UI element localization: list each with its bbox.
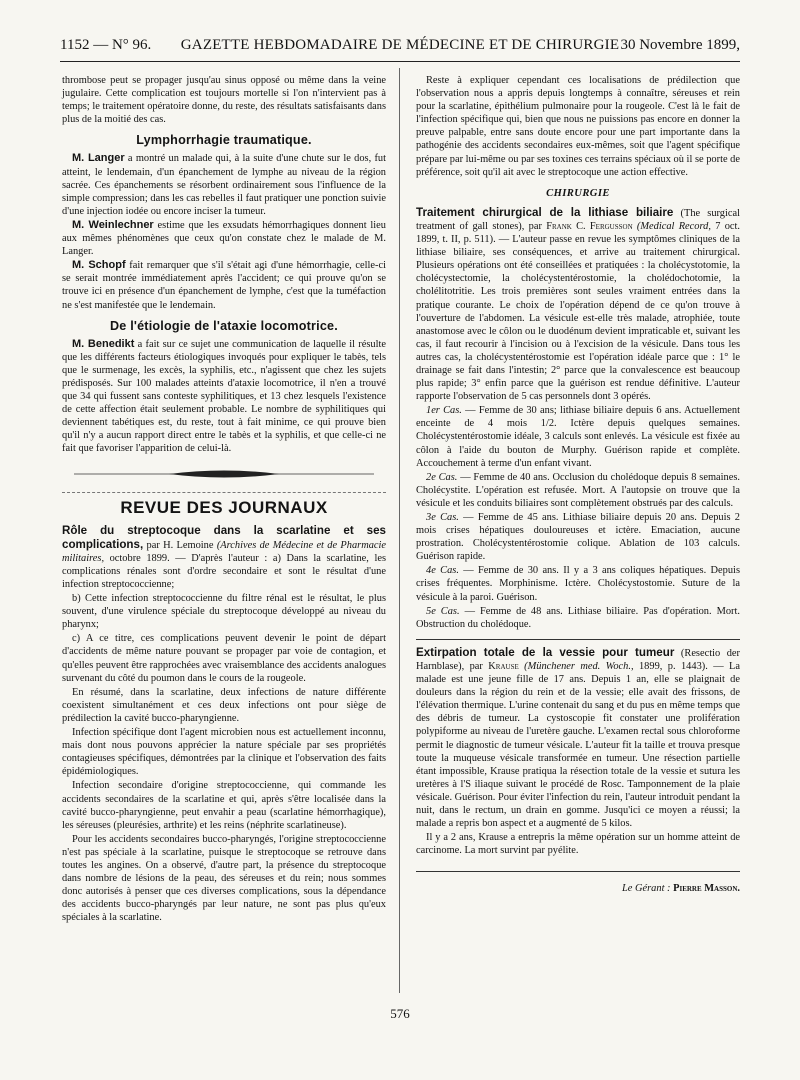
paragraph-langer: M. Langer a montré un malade qui, à la suite d'une chute sur le dos, fut atteint, le lendemain, d'un épanchement de lymphe au niveau de la région sacrée. Ces épanchements se résorbent ordinairement sous l'influence de la simple compression; dans les cas rebelles il faut pratiquer une ponction suivie d'une injection iodée ou encore inciser la tumeur. [62, 152, 386, 217]
ornamental-divider [74, 468, 374, 480]
paragraph-pour: Pour les accidents secondaires bucco-pharyngés, l'origine streptococcienne n'est pas spéciale à la scarlatine, puisque le streptocoque se retrouve dans toutes les angines. On a observé, d'autre part, la présence du streptocoque dans nombre de lésions de la peau, des séreuses et du rein; nous sommes donc autorisés à penser que ces diverses complications, sous la dépendance des accidents bucco-pharyngés par leur nature, ne sont pas plus qu'eux spéciales à la scarlatine. [62, 833, 386, 924]
section-title-chirurgie: CHIRURGIE [546, 187, 610, 199]
paragraph-reste: Reste à expliquer cependant ces localisations de prédilection que l'observation nous a appris depuis longtemps à connaître, séreuses et rein pour la scarlatine, épithélium pulmonaire pour la rougeole. C'est là le fait de l'infection spécifique qui, bien que nous ne puissions pas encore en donner la preuve palpable, entre sans doute encore pour une part importante dans la pathogénie des accidents secondaires eux-mêmes, soit que l'agent spécifique prépare par lui-même ou par ses toxines ces terrains spéciaux où il se porte de préférence, soit qu'il ait avec le streptocoque une action effective. [416, 75, 740, 178]
section-rule [416, 639, 740, 640]
paragraph-thrombose: thrombose peut se propager jusqu'au sinus opposé ou même dans la veine jugulaire. Cette complication est toujours mortelle si l'on n'intervient pas à temps; le traitement opératoire donne, du reste, des résultats satisfaisants dans plus de la moitié des cas. [62, 75, 386, 126]
paragraph-cas-4: 4e Cas. — Femme de 30 ans. Il y a 3 ans coliques hépatiques. Depuis crises fréquentes. Morphinisme. Ictère. Cholécystostomie. Suture de la vésicule à la paroi. Guérison. [416, 565, 740, 603]
paragraph-cas-2: 2e Cas. — Femme de 40 ans. Occlusion du cholédoque depuis 8 semaines. Cholécystite. L'opération est refusée. Mort. A l'autopsie on trouve que la vésicule et les conduits biliaires sont complètement obstrués par des calculs. [416, 471, 740, 509]
speaker-langer: M. Langer [72, 152, 125, 165]
paragraph-krause: Il y a 2 ans, Krause a entrepris la même opération sur un homme atteint de carcinome. La mort survint par pyélite. [416, 832, 740, 857]
page-header [60, 33, 740, 59]
dashed-rule [62, 492, 386, 493]
paragraph-secondaire: Infection secondaire d'origine streptococcienne, qui commande les accidents secondaires de la scarlatine et qui, après s'être localisée dans la cavité bucco-pharyngienne, peut envahir a peau (scarlatine hémorrhagique), les séreuses (pleurésies, arthrite) et les reins (néphrite scarlatineuse). [62, 780, 386, 831]
speaker-benedikt: M. Benedikt [72, 337, 135, 350]
article-title-streptocoque: Rôle du streptocoque dans la scarlatine et ses complications, [62, 523, 386, 551]
section-title-lymphorrhagie: Lymphorrhagie traumatique. [136, 133, 312, 148]
left-column [62, 74, 386, 925]
end-rule [416, 871, 740, 872]
paragraph-cas-5: 5e Cas. — Femme de 48 ans. Lithiase biliaire. Pas d'opération. Mort. Obstruction du cholédoque. [416, 605, 740, 630]
paragraph-weinlechner: M. Weinlechner estime que les exsudats hémorrhagiques donnent lieu aux mêmes phénomènes que ceux qu'on constate chez le malade de M. Langer. [62, 218, 386, 258]
section-title-ataxie: De l'étiologie de l'ataxie locomotrice. [110, 318, 338, 333]
paragraph-b: b) Cette infection streptococcienne du filtre rénal est le résultat, le plus souvent, d'une virulence spéciale du streptocoque développé au niveau du pharynx; [62, 593, 386, 631]
header-date: 30 Novembre 1899, [620, 37, 740, 53]
speaker-schopf: M. Schopf [72, 259, 126, 272]
speaker-weinlechner: M. Weinlechner [72, 218, 154, 231]
column-divider [399, 68, 400, 993]
paragraph-benedikt: M. Benedikt a fait sur ce sujet une communication de laquelle il résulte que les différents facteurs étiologiques invoqués pour expliquer le tabès, tels que le surmenage, les excès, la syphilis, etc., n'agissent que chez les sujets prédisposés. Sur 100 malades atteints d'ataxie locomotrice, il n'en a trouvé que 34 qui fussent sans conteste syphilitiques, et 13 chez lesquels l'existence de cette affection était seulement probable. Le nombre de syphilitiques qui deviennent tabétiques est, du reste, tout à fait minime, ce qui prouve bien qu'il n'y a aucun rapport direct entre le tabès et la syphilis, et que celle-ci ne fait que favoriser l'apparition de celui-là. [62, 337, 386, 455]
article-title-vessie: Extirpation totale de la vessie pour tumeur [416, 645, 675, 659]
gerant-signature: Le Gérant : Pierre Masson. [622, 883, 740, 895]
paragraph-specifique: Infection spécifique dont l'agent microbien nous est actuellement inconnu, mais dont nous pouvons apprécier la nature spéciale par ses propriétés contagieuses spécifiques, démontrées par la clinique et l'observation des faits épidémiologiques. [62, 727, 386, 778]
header-journal-title: GAZETTE HEBDOMADAIRE DE MÉDECINE ET DE CHIRURGIE [180, 37, 620, 53]
paragraph-vessie: Extirpation totale de la vessie pour tumeur (Resectio der Harnblase), par Krause (Münchener med. Woch., 1899, p. 1443). — La malade est une jeune fille de 17 ans. Depuis 1 an, elle se plaignait de douleurs dans la région du rein et de la vessie; elle avait des frissons, de l'élévation thermique. L'urine contenait du sang et du pus en même temps que des débris de tumeur. La cystoscopie fit constater une prolifération polypiforme au niveau de l'uretère gauche. L'examen rectal sous chloroforme permit le diagnostic de tumeur vésicale. L'auteur fit la taille et trouva presque toute la muqueuse vésicale transformée en tumeur. Une résection partielle étant impossible, Krause pratiqua la résection totale de la vessie et sutura les uretères à l'S iliaque suivant le procédé de Rosc. Tamponnement de la plaie vésicale. Guérison. Pour éviter l'infection du rein, l'auteur introduit pendant la nuit, dans le rectum, un drain en gomme. Jusqu'ici ce moyen a réussi; la malade a repris bon aspect et a augmenté de 5 kilos. [416, 645, 740, 830]
paragraph-schopf: M. Schopf fait remarquer que s'il s'était agi d'une hémorrhagie, celle-ci se serait montrée immédiatement après l'accident; ce qui prouve qu'on se trouve ici en présence d'un épanchement de lymphe, c'est que la tuméfaction ne s'est manifestée que le lendemain. [62, 259, 387, 311]
section-title-revue: REVUE DES JOURNAUX [120, 497, 328, 517]
header-issue: 1152 — N° 96. [60, 37, 152, 53]
paragraph-resume: En résumé, dans la scarlatine, deux infections de nature différente coexistent simultanément et ces deux infections ont pour siège de prédilection la cavité bucco-pharyngienne. [62, 686, 386, 724]
paragraph-streptocoque: Rôle du streptocoque dans la scarlatine et ses complications, par H. Lemoine (Archives de Médecine et de Pharmacie militaires, octobre 1899. — D'après l'auteur : a) Dans la scarlatine, les complications rénales sont d'ordre secondaire et sont le résultat d'une infection streptococcienne; [62, 523, 386, 590]
paragraph-lithiase: Traitement chirurgical de la lithiase biliaire (The surgical treatment of gall stones), par Frank C. Fergusson (Medical Record, 7 oct. 1899, t. II, p. 511). — L'auteur passe en revue les symptômes cliniques de la lithiase biliaire, ses conséquences, et arrive au traitement chirurgical. Plusieurs opérations ont été conseillées et pratiquées : la cholécystotomie, la cholécystectomie, la cholécystentérostomie, la cholédochotomie, la cholélitotritie. Les trois premières sont seules vraiment entrées dans la pratique courante. Le choix de l'opération dépend de ce qu'on trouve à l'ouverture de l'abdomen. La vésicule est-elle très malade, atrophiée, toute anastomose avec le côlon ou le duodénum devient impraticable et, suivant les cas, il faut recourir à l'incision ou à l'excision de la vésicule. Dans tous les autres cas, la cholécystentérostomie est l'opération idéale parce que : 1° le drainage se fait dans l'intestin; 2° parce que la convalescence est beaucoup plus rapide; 3° enfin parce que la guérison est rendue définitive. L'auteur rapporte l'observation de 5 cas personnels dont 3 opérés. [416, 205, 740, 403]
right-column [416, 74, 740, 895]
paragraph-cas-3: 3e Cas. — Femme de 45 ans. Lithiase biliaire depuis 20 ans. Depuis 2 mois crises hépatiques douloureuses et ictère. Emaciation, aucune prostration. Cholécystentérostomie colique. Ablation de 103 calculs. Guérison rapide. [416, 512, 740, 563]
article-title-lithiase: Traitement chirurgical de la lithiase biliaire [416, 205, 674, 219]
page-number: 576 [390, 1006, 410, 1021]
paragraph-cas-1: 1er Cas. — Femme de 30 ans; lithiase biliaire depuis 6 ans. Actuellement enceinte de 4 mois 1/2. Ictère depuis quelques semaines. Cholécystentérostomie idéale, 3 calculs sont enlevés. La vésicule est fixée au côlon à l'aide du bouton de Murphy. Guérison rapide et complète. Accouchement à terme d'un enfant vivant. [416, 405, 740, 469]
paragraph-c: c) A ce titre, ces complications peuvent devenir le point de départ d'accidents de même nature pouvant se propager par voie de contagion, et qu'elles peuvent être rapprochées avec vraisemblance des accidents analogues survenant du côté du poumon dans le cours de la rougeole. [62, 633, 386, 684]
header-rule [60, 61, 740, 62]
